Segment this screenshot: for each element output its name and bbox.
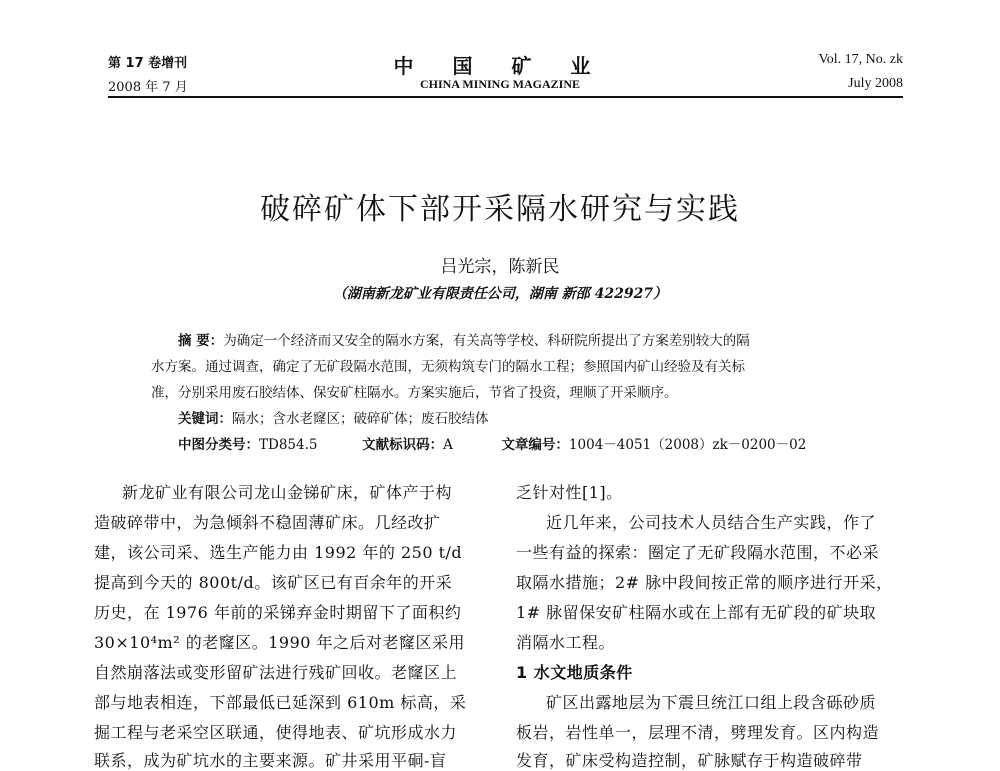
article-no-value: 1004－4051（2008）zk－0200－02	[568, 437, 807, 453]
left-paragraph-line: 新龙矿业有限公司龙山金锑矿床，矿体产于构	[122, 483, 453, 502]
right-paragraph-line: 板岩，岩性单一，层理不清，劈理发育。区内构造	[516, 723, 880, 742]
left-paragraph-line: 建，该公司采、选生产能力由 1992 年的 250 t/d	[94, 543, 463, 562]
section-heading-1: 1 水文地质条件	[516, 663, 633, 682]
abstract-label: 摘 要：	[178, 333, 224, 349]
right-paragraph-line: 乏针对性[1]。	[516, 483, 623, 502]
right-paragraph-line: 矿区出露地层为下震旦统江口组上段含砾砂质	[546, 693, 877, 712]
keywords-text: 隔水；含水老窿区；破碎矿体；废石胶结体	[232, 411, 489, 427]
article-affiliation: （湖南新龙矿业有限责任公司，湖南 新邵 422927）	[332, 286, 668, 302]
date-cn: 2008 年 7 月	[108, 80, 188, 95]
abstract-line-2: 水方案。通过调查，确定了无矿段隔水范围，无须构筑专门的隔水工程；参照国内矿山经验及有关标	[151, 359, 745, 375]
abstract-line-3: 准，分别采用废石胶结体、保安矿柱隔水。方案实施后，节省了投资，理顺了开采顺序。	[151, 385, 678, 401]
volume-en: Vol. 17, No. zk	[818, 52, 903, 67]
right-paragraph-line: 消隔水工程。	[516, 633, 616, 652]
article-title: 破碎矿体下部开采隔水研究与实践	[260, 192, 740, 227]
left-paragraph-line: 提高到今天的 800t/d。该矿区已有百余年的开采	[94, 573, 453, 592]
header-rule	[108, 96, 903, 98]
right-paragraph-line: 1# 脉留保安矿柱隔水或在上部有无矿段的矿块取	[516, 603, 877, 622]
right-paragraph-line: 发育，矿床受构造控制，矿脉赋存于构造破碎带	[516, 751, 863, 770]
left-paragraph-line: 自然崩落法或变形留矿法进行残矿回收。老窿区上	[94, 663, 458, 682]
left-paragraph-line: 联系，成为矿坑水的主要来源。矿井采用平硐-盲	[94, 751, 447, 770]
date-en: July 2008	[848, 76, 903, 91]
clc-label: 中图分类号：	[178, 437, 259, 453]
clc-value: TD854.5	[259, 437, 318, 453]
right-paragraph-line: 取隔水措施；2# 脉中段间按正常的顺序进行开采，	[516, 573, 893, 592]
right-paragraph-line: 一些有益的探索：圈定了无矿段隔水范围，不必采	[516, 543, 880, 562]
volume-cn: 第 17 卷增刊	[108, 56, 188, 71]
journal-name-en: CHINA MINING MAGAZINE	[419, 77, 580, 91]
left-paragraph-line: 造破碎带中，为急倾斜不稳固薄矿床。几经改扩	[94, 513, 441, 532]
doc-code-value: A	[443, 437, 453, 453]
classification-line	[178, 433, 806, 453]
journal-name-cn: 中 国 矿 业	[393, 54, 607, 78]
right-paragraph-line: 近几年来，公司技术人员结合生产实践，作了	[546, 513, 877, 532]
abstract-text-1: 为确定一个经济而又安全的隔水方案，有关高等学校、科研院所提出了方案差别较大的隔	[223, 333, 750, 349]
left-paragraph-line: 30×10⁴m² 的老窿区。1990 年之后对老窿区采用	[94, 633, 466, 652]
left-paragraph-line: 历史，在 1976 年前的采锑弃金时期留下了面积约	[94, 603, 462, 622]
article-no-label: 文章编号：	[501, 437, 569, 453]
keywords-label: 关键词：	[178, 411, 232, 427]
left-paragraph-line: 掘工程与老采空区联通，使得地表、矿坑形成水力	[94, 723, 458, 742]
doc-code-label: 文献标识码：	[362, 437, 444, 453]
keywords-line	[178, 407, 489, 427]
left-paragraph-line: 部与地表相连，下部最低已延深到 610m 标高，采	[94, 693, 467, 712]
article-authors: 吕光宗，陈新民	[440, 257, 560, 277]
abstract-line-1	[178, 329, 750, 349]
